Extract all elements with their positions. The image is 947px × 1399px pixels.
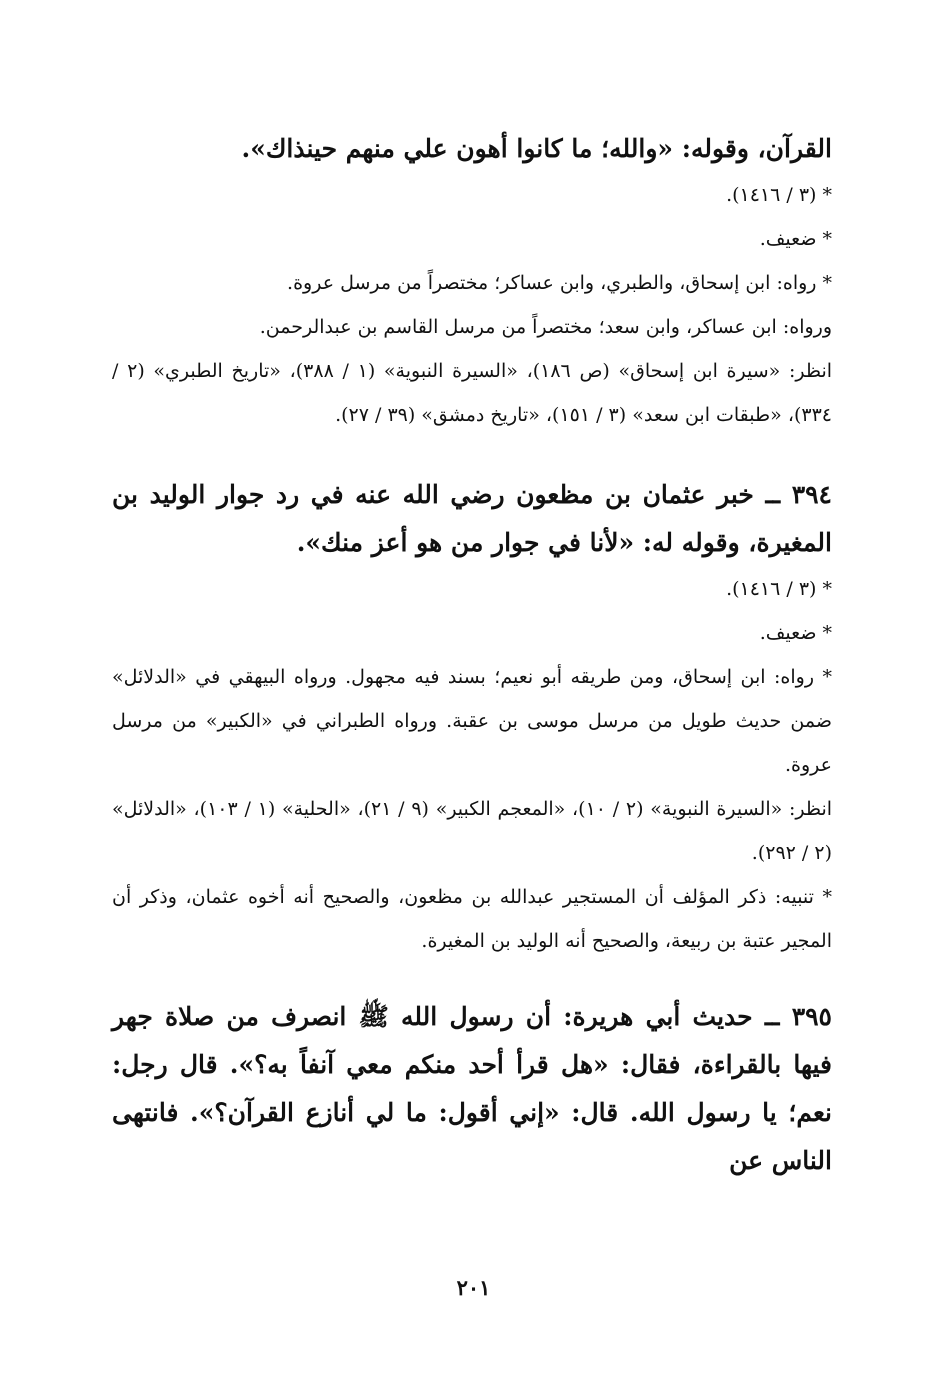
- page-number: ٢٠١: [456, 1275, 491, 1300]
- entry-394-warning: * تنبيه: ذكر المؤلف أن المستجير عبدالله بن مظعون، والصحيح أنه أخوه عثمان، وذكر أن المجير عتبة بن ربيعة، والصحيح أنه الوليد بن المغيرة.: [112, 886, 832, 952]
- entry-393-narration: * رواه: ابن إسحاق، والطبري، وابن عساكر؛ مختصراً من مرسل عروة.: [287, 272, 832, 294]
- entry-394-volume-ref: * (٣ / ١٤١٦).: [726, 578, 832, 600]
- entry-395-heading: ٣٩٥ ــ حديث أبي هريرة: أن رسول الله ﷺ انصرف من صلاة جهر فيها بالقراءة، فقال: «هل قرأ أحد منكم معي آنفاً به؟». قال رجل: نعم؛ يا رسول الله. قال: «إني أقول: ما لي أنازع القرآن؟». فانتهى الناس عن: [112, 1002, 832, 1175]
- entry-393-narration-2: ورواه: ابن عساكر، وابن سعد؛ مختصراً من مرسل القاسم بن عبدالرحمن.: [259, 316, 832, 338]
- entry-393-references: انظر: «سيرة ابن إسحاق» (ص ١٨٦)، «السيرة النبوية» (١ / ٣٨٨)، «تاريخ الطبري» (٢ / ٣٣٤)، «طبقات ابن سعد» (٣ / ١٥١)، «تاريخ دمشق» (٣٩ / ٢٧).: [112, 360, 833, 426]
- entry-394-heading: ٣٩٤ ــ خبر عثمان بن مظعون رضي الله عنه في رد جوار الوليد بن المغيرة، وقوله له: «لأنا في جوار من هو أعز منك».: [112, 480, 832, 557]
- entry-393-grade: * ضعيف.: [759, 228, 832, 250]
- entry-393-continuation: القرآن، وقوله: «والله؛ ما كانوا أهون علي منهم حينذاك».: [241, 134, 832, 163]
- entry-394-grade: * ضعيف.: [759, 622, 832, 644]
- entry-393-volume-ref: * (٣ / ١٤١٦).: [726, 184, 832, 206]
- entry-394-narration: * رواه: ابن إسحاق، ومن طريقه أبو نعيم؛ بسند فيه مجهول. ورواه البيهقي في «الدلائل» ضمن حديث طويل من مرسل موسى بن عقبة. ورواه الطبراني في «الكبير» من مرسل عروة.: [112, 666, 832, 776]
- entry-394-references: انظر: «السيرة النبوية» (٢ / ١٠)، «المعجم الكبير» (٩ / ٢١)، «الحلية» (١ / ١٠٣)، «الدلائل» (٢ / ٢٩٢).: [112, 798, 833, 864]
